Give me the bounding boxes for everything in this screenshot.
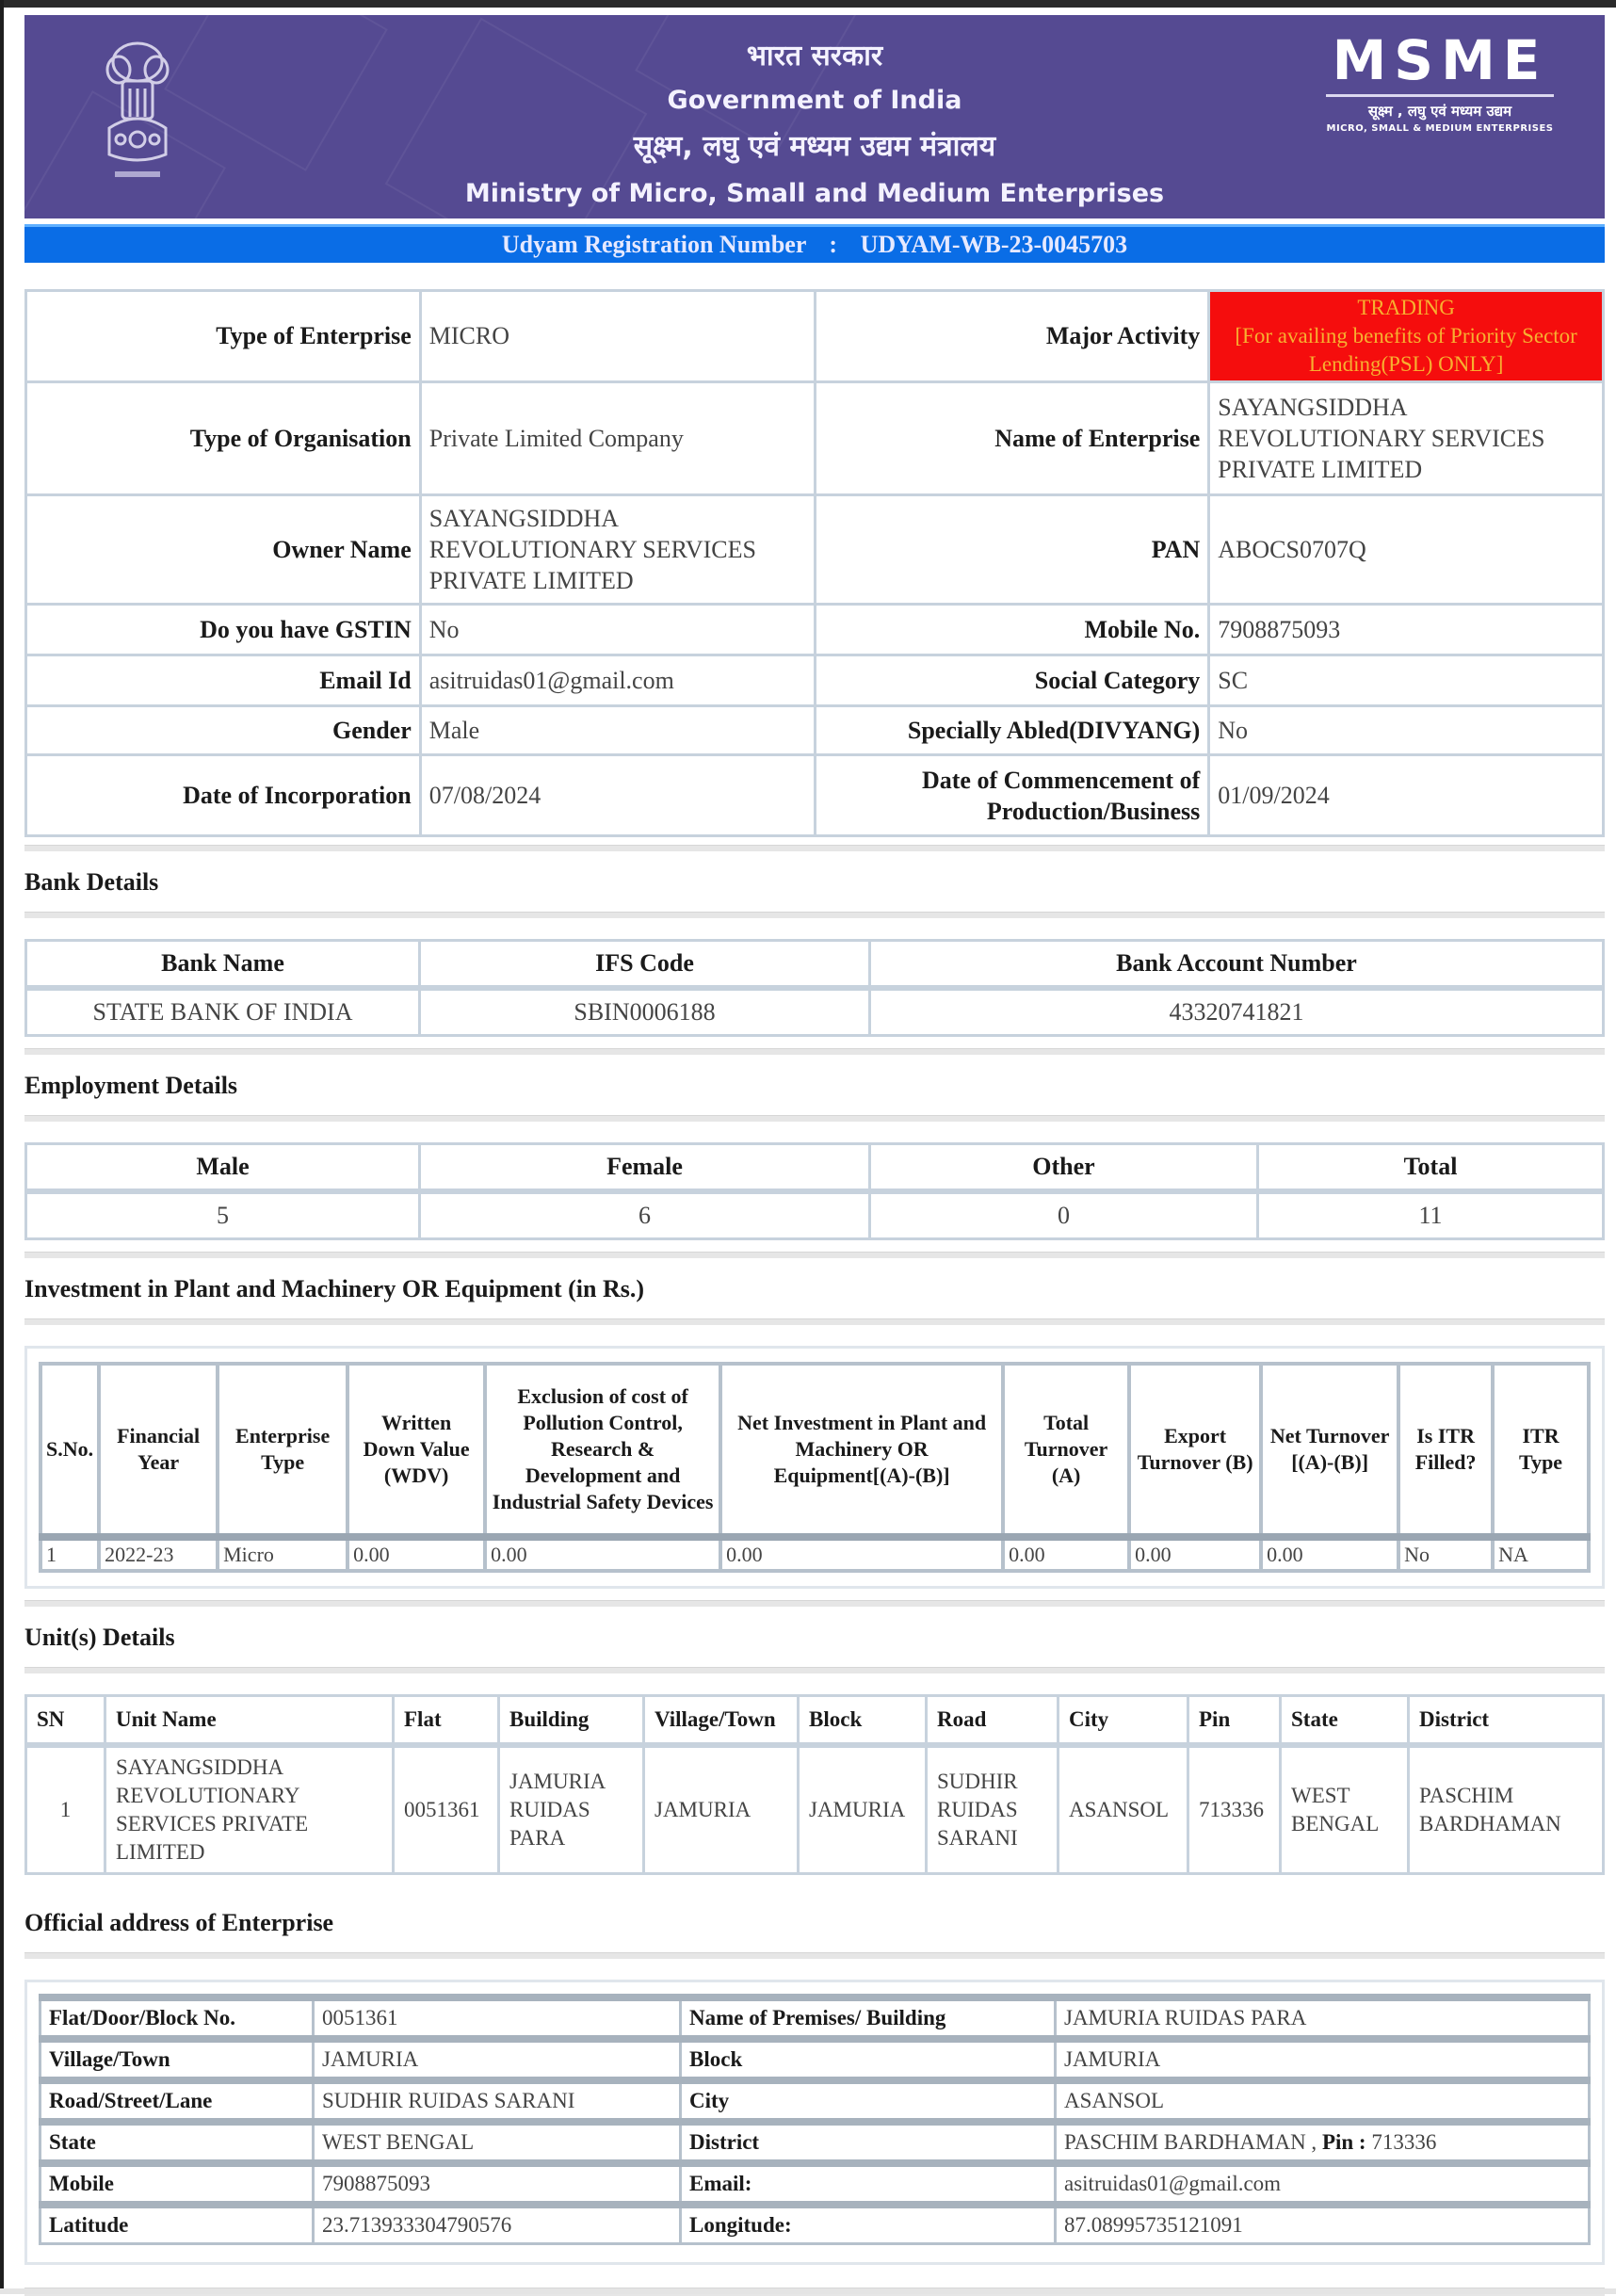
type-of-organisation-label: Type of Organisation <box>26 382 421 495</box>
table-row <box>26 706 1604 755</box>
column-header: ITR Type <box>1493 1364 1589 1537</box>
table-row <box>40 2080 1590 2122</box>
msme-wordmark: MSME <box>1332 28 1548 92</box>
district-name: PASCHIM BARDHAMAN , <box>1064 2130 1317 2154</box>
section-divider <box>24 1667 1605 1673</box>
pan-label: PAN <box>815 495 1209 605</box>
mobile-value: 7908875093 <box>1209 605 1604 655</box>
column-header: Flat <box>394 1696 499 1746</box>
column-header: Written Down Value (WDV) <box>347 1364 485 1537</box>
udyam-certificate-page <box>24 15 1605 2296</box>
divyang-value: No <box>1209 706 1604 755</box>
email-value: asitruidas01@gmail.com <box>420 655 815 706</box>
employment-details-table <box>24 1142 1605 1240</box>
table-row <box>26 605 1604 655</box>
type-of-enterprise-label: Type of Enterprise <box>26 291 421 382</box>
investment-title: Investment in Plant and Machinery OR Equipment (in Rs.) <box>24 1275 644 1302</box>
column-header: Financial Year <box>99 1364 218 1537</box>
district-value <box>1056 2122 1590 2163</box>
village-value: JAMURIA <box>314 2039 681 2080</box>
table-cell: SAYANGSIDDHA REVOLUTIONARY SERVICES PRIVATE LIMITED <box>105 1745 394 1874</box>
table-row <box>40 2163 1590 2205</box>
block-value: JAMURIA <box>1056 2039 1590 2080</box>
bank-name-value: STATE BANK OF INDIA <box>26 988 420 1036</box>
date-of-incorporation-value: 07/08/2024 <box>420 755 815 836</box>
column-header: Male <box>26 1144 420 1192</box>
msme-hindi-tagline: सूक्ष्म , लघु एवं मध्यम उद्यम <box>1367 103 1512 120</box>
village-label: Village/Town <box>40 2039 314 2080</box>
table-row <box>26 1745 1604 1874</box>
section-divider <box>24 1115 1605 1122</box>
investment-table-container <box>24 1346 1605 1589</box>
table-cell: Micro <box>218 1537 347 1571</box>
column-header: Total <box>1258 1144 1604 1192</box>
column-header: Is ITR Filled? <box>1398 1364 1493 1537</box>
longitude-label: Longitude: <box>681 2205 1056 2244</box>
units-title: Unit(s) Details <box>24 1624 175 1651</box>
flat-label: Flat/Door/Block No. <box>40 1997 314 2039</box>
ministry-title: Ministry of Micro, Small and Medium Enterprises <box>464 179 1165 208</box>
window-frame-left <box>0 0 4 2294</box>
email-label: Email Id <box>26 655 421 706</box>
table-cell: 1 <box>26 1745 105 1874</box>
column-header: Exclusion of cost of Pollution Control, Research & Development and Industrial Safety Devices <box>485 1364 720 1537</box>
major-activity-type: TRADING <box>1357 296 1455 319</box>
type-of-enterprise-value: MICRO <box>420 291 815 382</box>
table-cell: PASCHIM BARDHAMAN <box>1409 1745 1604 1874</box>
table-cell: 0.00 <box>1129 1537 1261 1571</box>
table-cell: JAMURIA <box>644 1745 799 1874</box>
column-header: Enterprise Type <box>218 1364 347 1537</box>
block-label: Block <box>681 2039 1056 2080</box>
section-divider <box>24 1252 1605 1258</box>
udyam-number: UDYAM-WB-23-0045703 <box>860 231 1128 258</box>
official-address-container <box>24 1980 1605 2265</box>
section-divider <box>24 1318 1605 1325</box>
column-header: Export Turnover (B) <box>1129 1364 1261 1537</box>
section-divider <box>24 912 1605 918</box>
female-count: 6 <box>420 1191 870 1239</box>
date-of-commencement-value: 01/09/2024 <box>1209 755 1604 836</box>
hindi-ministry-title: सूक्ष्म, लघु एवं मध्यम उद्यम मंत्रालय <box>633 130 996 163</box>
udyam-registration-bar <box>24 224 1605 263</box>
name-of-enterprise-value: SAYANGSIDDHA REVOLUTIONARY SERVICES PRIVATE LIMITED <box>1209 382 1604 495</box>
state-value: WEST BENGAL <box>314 2122 681 2163</box>
gender-label: Gender <box>26 706 421 755</box>
table-cell: JAMURIA <box>799 1745 927 1874</box>
column-header: Block <box>799 1696 927 1746</box>
investment-table <box>39 1362 1591 1573</box>
mobile-label: Mobile <box>40 2163 314 2205</box>
city-value: ASANSOL <box>1056 2080 1590 2122</box>
column-header: Net Investment in Plant and Machinery OR Equipment[(A)-(B)] <box>720 1364 1003 1537</box>
table-cell: SUDHIR RUIDAS SARANI <box>927 1745 1058 1874</box>
table-cell: 0.00 <box>1261 1537 1398 1571</box>
premises-value: JAMURIA RUIDAS PARA <box>1056 1997 1590 2039</box>
column-header: SN <box>26 1696 105 1746</box>
window-frame-top <box>0 0 1616 8</box>
column-header: Female <box>420 1144 870 1192</box>
mobile-label: Mobile No. <box>815 605 1209 655</box>
table-row <box>26 988 1604 1036</box>
major-activity-note: [For availing benefits of Priority Sector Lending(PSL) ONLY] <box>1235 324 1577 376</box>
official-address-title: Official address of Enterprise <box>24 1909 334 1936</box>
table-cell: 0.00 <box>347 1537 485 1571</box>
premises-label: Name of Premises/ Building <box>681 1997 1056 2039</box>
district-label: District <box>681 2122 1056 2163</box>
table-cell: 0.00 <box>485 1537 720 1571</box>
mobile-value: 7908875093 <box>314 2163 681 2205</box>
table-cell: 0.00 <box>720 1537 1003 1571</box>
type-of-organisation-value: Private Limited Company <box>420 382 815 495</box>
table-row <box>26 1191 1604 1239</box>
column-header: Total Turnover (A) <box>1003 1364 1129 1537</box>
longitude-value: 87.08995735121091 <box>1056 2205 1590 2244</box>
logo-divider <box>1326 94 1554 97</box>
ministry-header-banner <box>24 15 1605 218</box>
column-header: State <box>1281 1696 1409 1746</box>
employment-details-title: Employment Details <box>24 1072 238 1099</box>
road-value: SUDHIR RUIDAS SARANI <box>314 2080 681 2122</box>
table-row <box>40 2122 1590 2163</box>
column-header: Unit Name <box>105 1696 394 1746</box>
total-count: 11 <box>1258 1191 1604 1239</box>
table-header-row <box>26 1696 1604 1746</box>
table-cell: WEST BENGAL <box>1281 1745 1409 1874</box>
column-header: Road <box>927 1696 1058 1746</box>
official-address-table <box>39 1994 1591 2245</box>
gstin-value: No <box>420 605 815 655</box>
bank-details-title: Bank Details <box>24 868 159 896</box>
table-row <box>26 655 1604 706</box>
pan-value: ABOCS0707Q <box>1209 495 1604 605</box>
major-activity-value <box>1209 291 1604 382</box>
table-cell: 1 <box>40 1537 99 1571</box>
table-cell: 2022-23 <box>99 1537 218 1571</box>
latitude-label: Latitude <box>40 2205 314 2244</box>
email-value: asitruidas01@gmail.com <box>1056 2163 1590 2205</box>
msme-english-tagline: MICRO, SMALL & MEDIUM ENTERPRISES <box>1326 123 1554 134</box>
table-header-row <box>40 1364 1589 1537</box>
owner-name-value: SAYANGSIDDHA REVOLUTIONARY SERVICES PRIVATE LIMITED <box>420 495 815 605</box>
email-label: Email: <box>681 2163 1056 2205</box>
table-row <box>26 755 1604 836</box>
table-cell: JAMURIA RUIDAS PARA <box>499 1745 644 1874</box>
section-divider <box>24 845 1605 851</box>
column-header: Net Turnover [(A)-(B)] <box>1261 1364 1398 1537</box>
hindi-government-title: भारत सरकार <box>746 40 883 73</box>
section-divider <box>24 1048 1605 1055</box>
table-header-row <box>26 941 1604 989</box>
other-count: 0 <box>870 1191 1258 1239</box>
male-count: 5 <box>26 1191 420 1239</box>
government-of-india-title: Government of India <box>667 86 962 115</box>
column-header: Village/Town <box>644 1696 799 1746</box>
table-row <box>26 291 1604 382</box>
date-of-incorporation-label: Date of Incorporation <box>26 755 421 836</box>
table-cell: No <box>1398 1537 1493 1571</box>
ifsc-value: SBIN0006188 <box>420 988 870 1036</box>
table-header-row <box>26 1144 1604 1192</box>
column-header: Pin <box>1188 1696 1281 1746</box>
column-header: S.No. <box>40 1364 99 1537</box>
divyang-label: Specially Abled(DIVYANG) <box>815 706 1209 755</box>
table-row <box>40 2205 1590 2244</box>
table-cell: ASANSOL <box>1058 1745 1188 1874</box>
column-header: Bank Name <box>26 941 420 989</box>
table-row <box>26 495 1604 605</box>
account-number-value: 43320741821 <box>870 988 1604 1036</box>
section-divider <box>24 1600 1605 1607</box>
bank-details-table <box>24 939 1605 1037</box>
msme-logo <box>1322 28 1558 137</box>
section-divider <box>24 1952 1605 1959</box>
city-label: City <box>681 2080 1056 2122</box>
unit-details-table <box>24 1694 1605 1875</box>
table-row <box>26 382 1604 495</box>
flat-value: 0051361 <box>314 1997 681 2039</box>
column-header: Building <box>499 1696 644 1746</box>
table-row <box>40 1997 1590 2039</box>
table-cell: 0.00 <box>1003 1537 1129 1571</box>
state-label: State <box>40 2122 314 2163</box>
pin-value: 713336 <box>1371 2130 1437 2154</box>
road-label: Road/Street/Lane <box>40 2080 314 2122</box>
enterprise-details-table <box>24 289 1605 837</box>
major-activity-label: Major Activity <box>815 291 1209 382</box>
table-row <box>40 2039 1590 2080</box>
udyam-label: Udyam Registration Number <box>501 231 806 258</box>
owner-name-label: Owner Name <box>26 495 421 605</box>
column-header: Other <box>870 1144 1258 1192</box>
social-category-label: Social Category <box>815 655 1209 706</box>
udyam-separator: : <box>829 231 838 258</box>
pin-label: Pin : <box>1321 2130 1366 2154</box>
table-row <box>40 1537 1589 1571</box>
name-of-enterprise-label: Name of Enterprise <box>815 382 1209 495</box>
page-bottom-edge <box>0 2288 1616 2294</box>
date-of-commencement-label: Date of Commencement of Production/Business <box>815 755 1209 836</box>
table-cell: NA <box>1493 1537 1589 1571</box>
table-cell: 713336 <box>1188 1745 1281 1874</box>
column-header: District <box>1409 1696 1604 1746</box>
gstin-label: Do you have GSTIN <box>26 605 421 655</box>
column-header: IFS Code <box>420 941 870 989</box>
column-header: Bank Account Number <box>870 941 1604 989</box>
table-cell: 0051361 <box>394 1745 499 1874</box>
column-header: City <box>1058 1696 1188 1746</box>
gender-value: Male <box>420 706 815 755</box>
social-category-value: SC <box>1209 655 1604 706</box>
latitude-value: 23.713933304790576 <box>314 2205 681 2244</box>
